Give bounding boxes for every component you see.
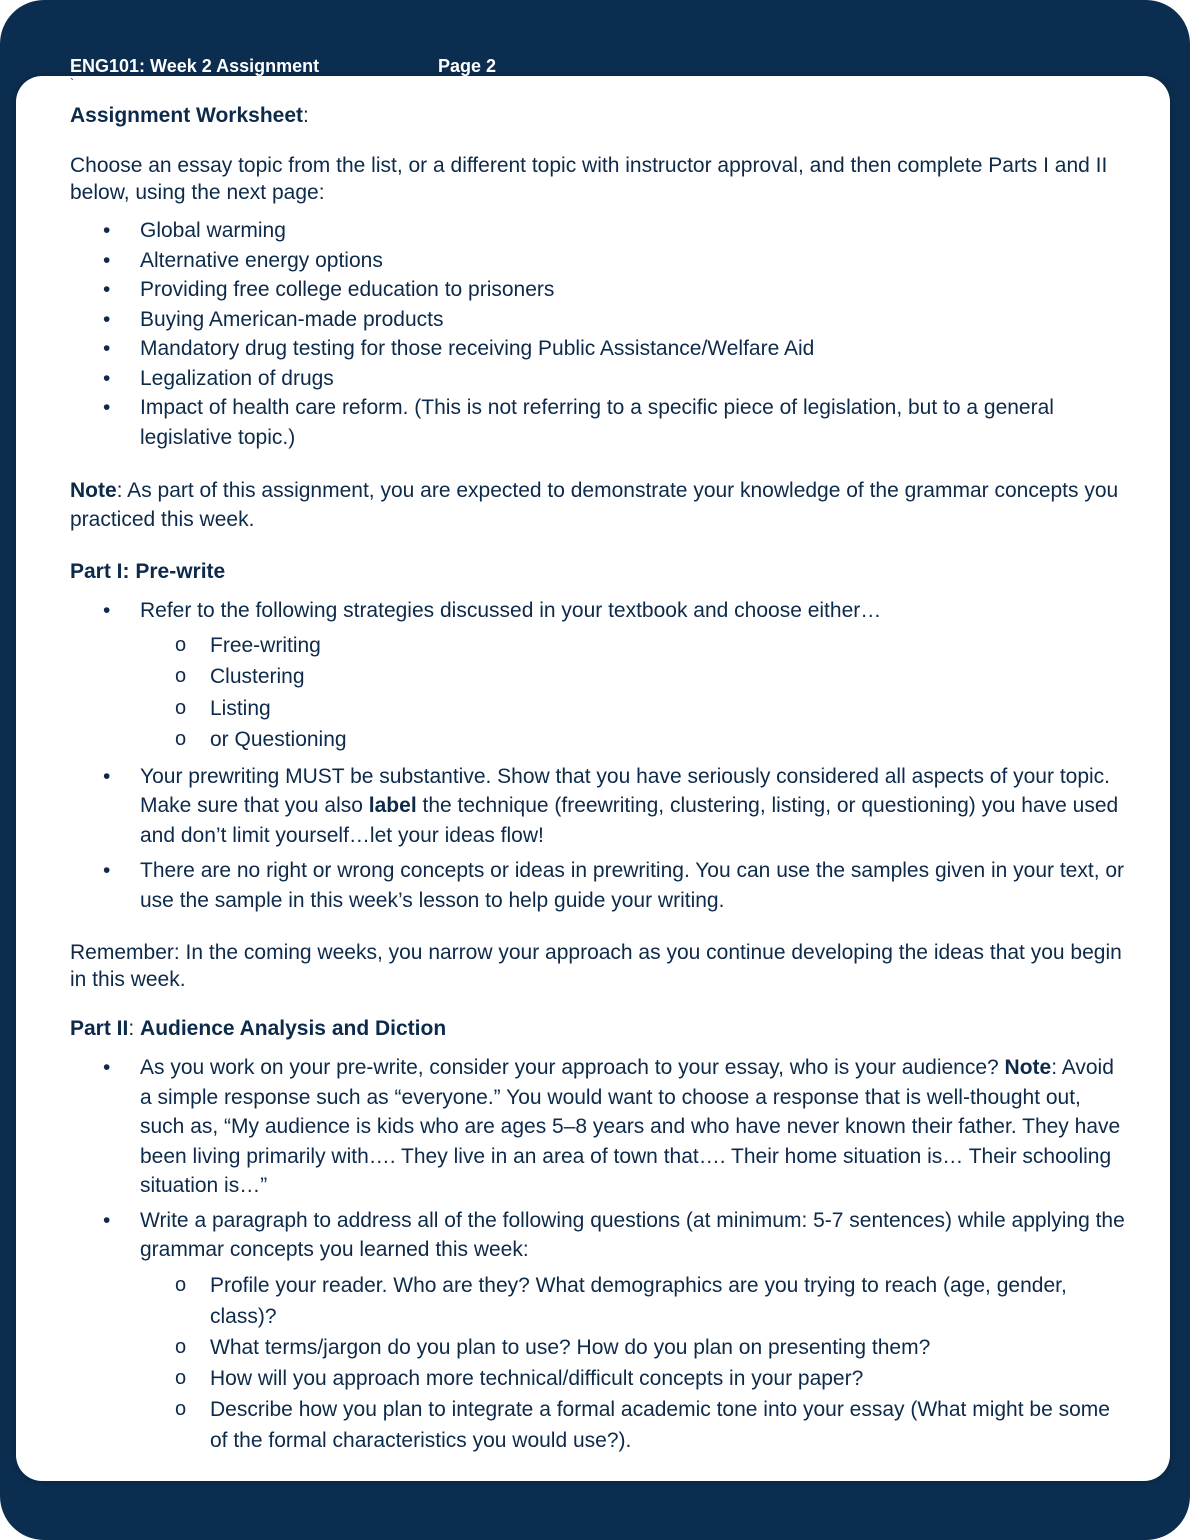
list-item: • There are no right or wrong concepts or ideas in prewriting. You can use the samples given in your text, or use the sample in this week’s lesson to help guide your writing. [70, 856, 1125, 915]
list-item: • Refer to the following strategies discussed in your textbook and choose either… [70, 596, 1125, 626]
worksheet-content [70, 100, 1125, 1456]
list-item: • Write a paragraph to address all of the following questions (at minimum: 5-7 sentences) while applying the grammar concepts you learned this week: [70, 1206, 1125, 1265]
part2-list [70, 1053, 1125, 1265]
list-item: o How will you approach more technical/difficult concepts in your paper? [70, 1363, 1125, 1394]
list-item: o Profile your reader. Who are they? What demographics are you trying to reach (age, gender, class)? [70, 1270, 1125, 1332]
question-list [70, 1270, 1125, 1456]
list-item: o What terms/jargon do you plan to use? How do you plan on presenting them? [70, 1332, 1125, 1363]
page-number: Page 2 [438, 56, 497, 76]
part1-list [70, 596, 1125, 626]
list-item: o Clustering [70, 661, 1125, 693]
list-item: o Describe how you plan to integrate a formal academic tone into your essay (What might be some of the formal characteristics you would use?). [70, 1394, 1125, 1456]
list-item: • Legalization of drugs [70, 364, 1125, 394]
part1-list-continued [70, 762, 1125, 916]
part1-heading: Part I: Pre-write [70, 560, 226, 583]
list-item: o or Questioning [70, 724, 1125, 756]
page-header [70, 56, 497, 78]
remember-paragraph: Remember: In the coming weeks, you narrow your approach as you continue developing the ideas that you begin in this week. [70, 941, 1122, 991]
list-item: • Global warming [70, 216, 1125, 246]
list-item: o Free-writing [70, 630, 1125, 662]
strategy-list [70, 630, 1125, 756]
grammar-note: Note: As part of this assignment, you are expected to demonstrate your knowledge of the grammar concepts you practiced this week. [70, 479, 1119, 531]
list-item: o Listing [70, 693, 1125, 725]
list-item: • Mandatory drug testing for those receiving Public Assistance/Welfare Aid [70, 334, 1125, 364]
list-item: • As you work on your pre-write, consider your approach to your essay, who is your audience? Note: Avoid a simple response such as “everyone.” You would want to choose a response that is well-thought out, such as, “My audience is kids who are ages 5–8 years and who have never known their father. They have been living primarily with…. They live in an area of town that…. Their home situation is… Their schooling situation is…” [70, 1053, 1125, 1201]
list-item: • Your prewriting MUST be substantive. Show that you have seriously considered all aspects of your topic. Make sure that you also label the technique (freewriting, clustering, listing, or questioning) you have used and don’t limit yourself…let your ideas flow! [70, 762, 1125, 851]
list-item: • Buying American-made products [70, 305, 1125, 335]
stray-mark: ` [70, 76, 74, 90]
list-item: • Alternative energy options [70, 246, 1125, 276]
list-item: • Impact of health care reform. (This is not referring to a specific piece of legislation, but to a general legislative topic.) [70, 393, 1125, 452]
course-title: ENG101: Week 2 Assignment [70, 56, 320, 76]
intro-paragraph: Choose an essay topic from the list, or a different topic with instructor approval, and then complete Parts I and II below, using the next page: [70, 154, 1108, 204]
topic-list [70, 216, 1125, 452]
worksheet-heading: Assignment Worksheet: [70, 104, 309, 127]
list-item: • Providing free college education to prisoners [70, 275, 1125, 305]
part2-heading: Part II: Audience Analysis and Diction [70, 1017, 447, 1040]
